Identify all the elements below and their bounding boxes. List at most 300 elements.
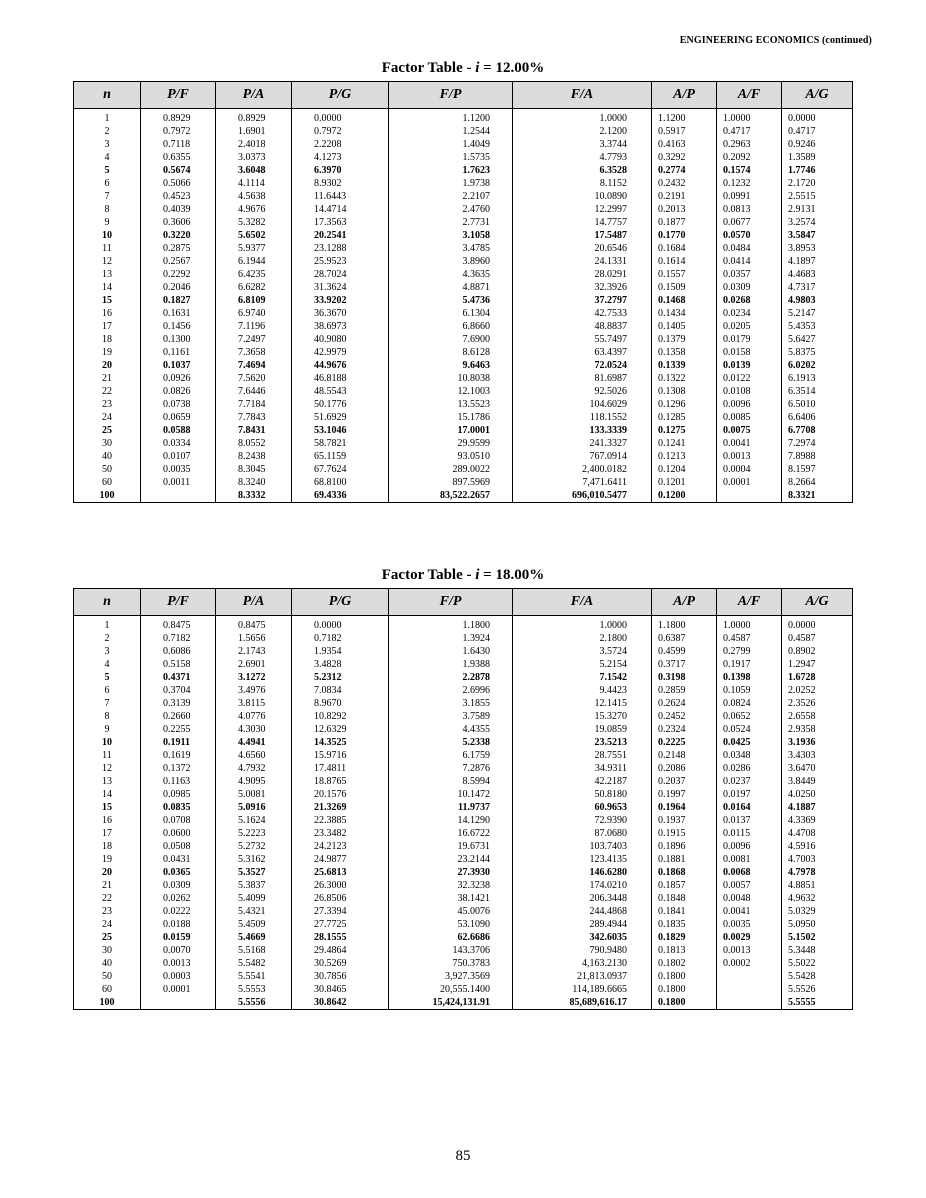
cell-pf: 0.1163 [141,775,216,788]
cell-pa: 8.2438 [216,450,292,463]
cell-af: 0.0001 [717,476,782,489]
cell-af: 0.1574 [717,164,782,177]
cell-af: 0.0122 [717,372,782,385]
cell-pg: 27.7725 [292,918,389,931]
cell-ag: 1.7746 [782,164,853,177]
cell-n: 1 [74,109,141,126]
cell-fp: 8.5994 [389,775,513,788]
cell-pg: 4.1273 [292,151,389,164]
cell-pa: 5.9377 [216,242,292,255]
table-row [74,957,853,970]
cell-pf: 0.1827 [141,294,216,307]
table-row [74,489,853,503]
cell-pg: 0.0000 [292,109,389,126]
cell-fp: 5.4736 [389,294,513,307]
column-header-pf: P/F [141,82,216,109]
cell-ag: 1.6728 [782,671,853,684]
title-variable: i [475,567,480,583]
cell-ag: 1.2947 [782,658,853,671]
table-row [74,814,853,827]
cell-n: 11 [74,749,141,762]
cell-n: 15 [74,801,141,814]
cell-n: 5 [74,671,141,684]
cell-fp: 10.1472 [389,788,513,801]
table-row [74,775,853,788]
cell-fa: 92.5026 [513,385,652,398]
cell-pf: 0.3606 [141,216,216,229]
cell-ap: 0.1997 [652,788,717,801]
cell-pf: 0.3704 [141,684,216,697]
cell-n: 1 [74,616,141,633]
cell-pf: 0.1161 [141,346,216,359]
cell-fp: 16.6722 [389,827,513,840]
table-row [74,320,853,333]
cell-pa: 7.6446 [216,385,292,398]
cell-af: 0.0139 [717,359,782,372]
cell-fa: 2.1200 [513,125,652,138]
cell-pg: 17.4811 [292,762,389,775]
cell-ag: 4.1887 [782,801,853,814]
cell-af: 0.0013 [717,944,782,957]
cell-n: 18 [74,333,141,346]
cell-fp: 8.6128 [389,346,513,359]
cell-ap: 0.1275 [652,424,717,437]
cell-pg: 8.9670 [292,697,389,710]
cell-ap: 0.1557 [652,268,717,281]
cell-n: 6 [74,177,141,190]
cell-pa: 6.8109 [216,294,292,307]
cell-pa: 5.4321 [216,905,292,918]
cell-fp: 3,927.3569 [389,970,513,983]
cell-pa: 3.8115 [216,697,292,710]
cell-pf: 0.0013 [141,957,216,970]
cell-pg: 17.3563 [292,216,389,229]
cell-pa: 7.2497 [216,333,292,346]
cell-ag: 0.9246 [782,138,853,151]
cell-pg: 3.4828 [292,658,389,671]
cell-pa: 8.3045 [216,463,292,476]
cell-ag: 4.4683 [782,268,853,281]
cell-n: 12 [74,255,141,268]
cell-ag: 6.7708 [782,424,853,437]
cell-fp: 1.9738 [389,177,513,190]
table-row [74,905,853,918]
cell-pa: 8.0552 [216,437,292,450]
cell-ap: 0.1296 [652,398,717,411]
cell-fp: 1.6430 [389,645,513,658]
cell-ap: 0.5917 [652,125,717,138]
cell-ag: 4.9803 [782,294,853,307]
cell-fp: 12.1003 [389,385,513,398]
cell-n: 6 [74,684,141,697]
cell-n: 100 [74,489,141,503]
cell-pf: 0.0334 [141,437,216,450]
cell-af: 0.0002 [717,957,782,970]
cell-pg: 68.8100 [292,476,389,489]
page-number: 85 [455,1148,471,1164]
cell-fa: 7,471.6411 [513,476,652,489]
cell-ap: 0.1800 [652,996,717,1010]
cell-pg: 30.8642 [292,996,389,1010]
cell-fa: 2.1800 [513,632,652,645]
cell-af: 0.0013 [717,450,782,463]
cell-af: 0.0286 [717,762,782,775]
cell-pa: 4.5638 [216,190,292,203]
cell-ap: 1.1800 [652,616,717,633]
cell-ap: 0.2148 [652,749,717,762]
cell-pf: 0.0309 [141,879,216,892]
cell-ap: 0.1800 [652,983,717,996]
cell-af: 0.0137 [717,814,782,827]
cell-ap: 0.1964 [652,801,717,814]
cell-pg: 53.1046 [292,424,389,437]
cell-ag: 4.0250 [782,788,853,801]
cell-fp: 1.1800 [389,616,513,633]
cell-pg: 2.2208 [292,138,389,151]
cell-pf: 0.0985 [141,788,216,801]
cell-n: 100 [74,996,141,1010]
cell-fa: 50.8180 [513,788,652,801]
cell-fa: 244.4868 [513,905,652,918]
cell-pg: 8.9302 [292,177,389,190]
cell-fa: 20.6546 [513,242,652,255]
cell-ap: 0.1614 [652,255,717,268]
cell-fa: 10.0890 [513,190,652,203]
cell-fp: 3.8960 [389,255,513,268]
cell-pf: 0.2567 [141,255,216,268]
running-header: ENGINEERING ECONOMICS (continued) [679,35,872,46]
cell-ap: 0.1937 [652,814,717,827]
cell-ag: 4.1897 [782,255,853,268]
cell-fa: 55.7497 [513,333,652,346]
cell-fp: 143.3706 [389,944,513,957]
column-header-n: n [74,82,141,109]
table-row [74,229,853,242]
cell-ag: 3.8449 [782,775,853,788]
cell-pf: 0.5066 [141,177,216,190]
cell-n: 11 [74,242,141,255]
cell-ap: 0.1434 [652,307,717,320]
cell-pg: 5.2312 [292,671,389,684]
cell-fp: 2.2878 [389,671,513,684]
cell-ap: 0.2624 [652,697,717,710]
cell-af: 0.0004 [717,463,782,476]
cell-ap: 0.1841 [652,905,717,918]
cell-pg: 0.7182 [292,632,389,645]
cell-ap: 0.1405 [652,320,717,333]
cell-fp: 7.2876 [389,762,513,775]
cell-n: 60 [74,983,141,996]
cell-pf: 0.4523 [141,190,216,203]
cell-fa: 104.6029 [513,398,652,411]
cell-n: 9 [74,216,141,229]
cell-ag: 6.3514 [782,385,853,398]
cell-pf: 0.0835 [141,801,216,814]
cell-ag: 5.6427 [782,333,853,346]
cell-ap: 0.1813 [652,944,717,957]
cell-fp: 5.2338 [389,736,513,749]
cell-fp: 38.1421 [389,892,513,905]
cell-ag: 6.6406 [782,411,853,424]
cell-pg: 15.9716 [292,749,389,762]
cell-fp: 1.9388 [389,658,513,671]
cell-fp: 2.6996 [389,684,513,697]
cell-af: 0.4717 [717,125,782,138]
cell-ap: 0.6387 [652,632,717,645]
cell-ap: 0.1241 [652,437,717,450]
cell-fp: 1.7623 [389,164,513,177]
column-header-fa: F/A [513,589,652,616]
cell-pa: 0.8929 [216,109,292,126]
cell-fa: 133.3339 [513,424,652,437]
cell-af: 0.1059 [717,684,782,697]
cell-af [717,970,782,983]
cell-af: 0.2092 [717,151,782,164]
cell-fa: 85,689,616.17 [513,996,652,1010]
cell-fp: 1.5735 [389,151,513,164]
cell-pa: 1.5656 [216,632,292,645]
cell-n: 7 [74,697,141,710]
cell-af: 0.0524 [717,723,782,736]
column-header-fp: F/P [389,589,513,616]
cell-ap: 0.2037 [652,775,717,788]
cell-pa: 7.8431 [216,424,292,437]
cell-pg: 0.7972 [292,125,389,138]
cell-pf: 0.0222 [141,905,216,918]
cell-pa: 3.6048 [216,164,292,177]
column-header-pf: P/F [141,589,216,616]
table-row [74,398,853,411]
table-row [74,255,853,268]
table-row [74,892,853,905]
cell-pf: 0.0508 [141,840,216,853]
table-row [74,931,853,944]
cell-pa: 5.6502 [216,229,292,242]
cell-ag: 2.9358 [782,723,853,736]
table-row [74,281,853,294]
cell-af: 0.0813 [717,203,782,216]
cell-fa: 4.7793 [513,151,652,164]
cell-fa: 118.1552 [513,411,652,424]
cell-af: 0.0068 [717,866,782,879]
cell-pg: 24.9877 [292,853,389,866]
cell-pa: 5.3527 [216,866,292,879]
cell-ag: 4.9632 [782,892,853,905]
cell-pg: 51.6929 [292,411,389,424]
cell-pf: 0.2660 [141,710,216,723]
cell-fa: 28.7551 [513,749,652,762]
title-suffix: = 18.00% [479,567,545,583]
cell-fp: 32.3238 [389,879,513,892]
cell-pa: 4.3030 [216,723,292,736]
cell-pg: 18.8765 [292,775,389,788]
cell-pg: 6.3970 [292,164,389,177]
cell-fa: 63.4397 [513,346,652,359]
cell-n: 17 [74,827,141,840]
column-header-pa: P/A [216,82,292,109]
cell-pg: 28.1555 [292,931,389,944]
cell-ap: 1.1200 [652,109,717,126]
cell-pg: 46.8188 [292,372,389,385]
table-row [74,476,853,489]
cell-fp: 93.0510 [389,450,513,463]
cell-ap: 0.1802 [652,957,717,970]
cell-af: 0.0057 [717,879,782,892]
cell-pa: 3.1272 [216,671,292,684]
cell-ap: 0.2774 [652,164,717,177]
cell-n: 25 [74,931,141,944]
cell-fa: 3.5724 [513,645,652,658]
cell-n: 20 [74,359,141,372]
cell-pa: 5.4099 [216,892,292,905]
cell-pa: 7.7843 [216,411,292,424]
cell-pg: 26.8506 [292,892,389,905]
table-row [74,996,853,1010]
cell-ap: 0.4599 [652,645,717,658]
cell-pg: 36.3670 [292,307,389,320]
cell-fa: 19.0859 [513,723,652,736]
cell-pg: 40.9080 [292,333,389,346]
table-row [74,840,853,853]
cell-pa: 2.4018 [216,138,292,151]
cell-pg: 42.9979 [292,346,389,359]
table-header-row [74,589,853,616]
cell-pf: 0.8475 [141,616,216,633]
cell-pg: 0.0000 [292,616,389,633]
cell-n: 30 [74,437,141,450]
cell-ap: 0.1848 [652,892,717,905]
cell-ag: 8.1597 [782,463,853,476]
cell-pf: 0.1456 [141,320,216,333]
cell-ap: 0.1468 [652,294,717,307]
table-row [74,359,853,372]
table-row [74,970,853,983]
cell-fa: 4,163.2130 [513,957,652,970]
cell-af: 0.0048 [717,892,782,905]
cell-pf: 0.0826 [141,385,216,398]
cell-pa: 5.3837 [216,879,292,892]
cell-n: 50 [74,970,141,983]
cell-af: 0.0234 [717,307,782,320]
cell-pf: 0.1300 [141,333,216,346]
cell-af: 0.0309 [717,281,782,294]
cell-pa: 4.4941 [216,736,292,749]
cell-af: 0.0357 [717,268,782,281]
cell-n: 13 [74,268,141,281]
table-row [74,125,853,138]
cell-pf: 0.0262 [141,892,216,905]
cell-ap: 0.1835 [652,918,717,931]
cell-pa: 7.1196 [216,320,292,333]
table-row [74,983,853,996]
cell-pf: 0.0659 [141,411,216,424]
cell-pg: 67.7624 [292,463,389,476]
cell-fp: 2.7731 [389,216,513,229]
table-row [74,463,853,476]
cell-ap: 0.1877 [652,216,717,229]
table-row [74,294,853,307]
cell-pa: 7.3658 [216,346,292,359]
cell-ag: 6.5010 [782,398,853,411]
cell-pf: 0.0035 [141,463,216,476]
cell-fa: 87.0680 [513,827,652,840]
cell-af: 0.0414 [717,255,782,268]
cell-pf: 0.2255 [141,723,216,736]
cell-fa: 767.0914 [513,450,652,463]
cell-n: 4 [74,658,141,671]
cell-fp: 1.3924 [389,632,513,645]
cell-ag: 4.7003 [782,853,853,866]
cell-ag: 4.4708 [782,827,853,840]
table-row [74,385,853,398]
column-header-ag: A/G [782,82,853,109]
cell-pg: 1.9354 [292,645,389,658]
cell-fa: 15.3270 [513,710,652,723]
cell-pg: 69.4336 [292,489,389,503]
cell-pg: 31.3624 [292,281,389,294]
cell-pa: 5.4509 [216,918,292,931]
cell-fa: 342.6035 [513,931,652,944]
cell-af: 0.0085 [717,411,782,424]
cell-ap: 0.1829 [652,931,717,944]
cell-pf: 0.2875 [141,242,216,255]
cell-fa: 48.8837 [513,320,652,333]
cell-ap: 0.1915 [652,827,717,840]
cell-fp: 20,555.1400 [389,983,513,996]
cell-pf: 0.0926 [141,372,216,385]
cell-af [717,983,782,996]
cell-fp: 13.5523 [389,398,513,411]
cell-fa: 60.9653 [513,801,652,814]
cell-pf: 0.5674 [141,164,216,177]
cell-pg: 12.6329 [292,723,389,736]
cell-fp: 62.6686 [389,931,513,944]
cell-fp: 14.1290 [389,814,513,827]
table-row [74,671,853,684]
cell-pg: 14.3525 [292,736,389,749]
cell-ag: 2.9131 [782,203,853,216]
cell-ag: 8.3321 [782,489,853,503]
column-header-ap: A/P [652,589,717,616]
cell-af: 0.0237 [717,775,782,788]
cell-n: 23 [74,398,141,411]
cell-fp: 3.1855 [389,697,513,710]
cell-ag: 5.0950 [782,918,853,931]
cell-pa: 5.0916 [216,801,292,814]
cell-pf: 0.7972 [141,125,216,138]
title-prefix: Factor Table - [381,567,476,583]
cell-fp: 289.0022 [389,463,513,476]
cell-pg: 28.7024 [292,268,389,281]
cell-ag: 7.2974 [782,437,853,450]
cell-af: 0.0205 [717,320,782,333]
cell-ag: 5.5428 [782,970,853,983]
cell-n: 3 [74,138,141,151]
cell-pf: 0.0011 [141,476,216,489]
cell-pg: 26.3000 [292,879,389,892]
cell-pg: 20.2541 [292,229,389,242]
cell-pa: 5.5556 [216,996,292,1010]
cell-pg: 27.3394 [292,905,389,918]
table-row [74,944,853,957]
cell-n: 18 [74,840,141,853]
cell-ag: 6.0202 [782,359,853,372]
cell-n: 19 [74,346,141,359]
cell-af: 0.0570 [717,229,782,242]
cell-pg: 20.1576 [292,788,389,801]
cell-pa: 2.1743 [216,645,292,658]
cell-af: 0.0348 [717,749,782,762]
